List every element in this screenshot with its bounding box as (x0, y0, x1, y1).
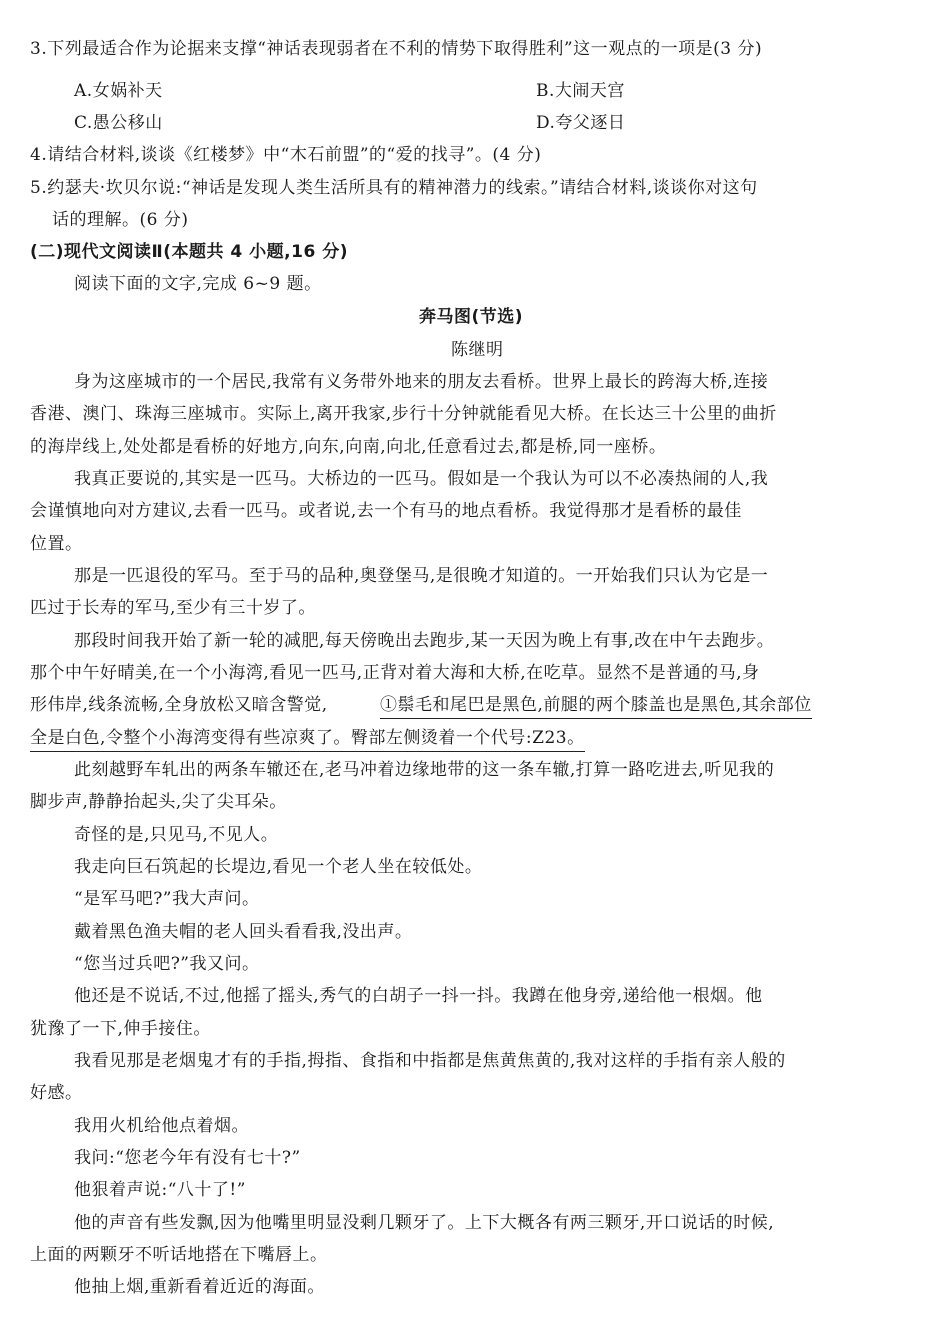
article-line: 的海岸线上,处处都是看桥的好地方,向东,向南,向北,任意看过去,都是桥,同一座桥。 (30, 437, 667, 457)
article-line: 会谨慎地向对方建议,去看一匹马。或者说,去一个有马的地点看桥。我觉得那才是看桥的最佳 (30, 501, 742, 521)
article-line: “是军马吧?”我大声问。 (74, 889, 260, 909)
option-c: C.愚公移山 (74, 113, 163, 133)
section-instruction: 阅读下面的文字,完成 6~9 题。 (74, 274, 322, 294)
article-line: 那段时间我开始了新一轮的减肥,每天傍晚出去跑步,某一天因为晚上有事,改在中午去跑步。 (74, 631, 775, 651)
question-4: 4.请结合材料,谈谈《红楼梦》中“木石前盟”的“爱的找寻”。(4 分) (30, 145, 542, 165)
article-line: 位置。 (30, 534, 83, 554)
article-line: 身为这座城市的一个居民,我常有义务带外地来的朋友去看桥。世界上最长的跨海大桥,连接 (74, 372, 769, 392)
question-5-line-2: 话的理解。(6 分) (52, 210, 189, 230)
article-line: 我用火机给他点着烟。 (74, 1116, 249, 1136)
article-line: 我走向巨石筑起的长堤边,看见一个老人坐在较低处。 (74, 857, 483, 877)
article-line: 奇怪的是,只见马,不见人。 (74, 825, 279, 845)
section-heading: (二)现代文阅读Ⅱ(本题共 4 小题,16 分) (30, 242, 348, 262)
article-line: 那个中午好晴美,在一个小海湾,看见一匹马,正背对着大海和大桥,在吃草。显然不是普通的马,身 (30, 663, 760, 683)
article-line: “您当过兵吧?”我又问。 (74, 954, 260, 974)
article-line: 他抽上烟,重新看着近近的海面。 (74, 1277, 325, 1297)
article-line: 戴着黑色渔夫帽的老人回头看看我,没出声。 (74, 922, 413, 942)
article-author: 陈继明 (451, 340, 504, 360)
article-line: 犹豫了一下,伸手接住。 (30, 1019, 211, 1039)
article-line: 他狠着声说:“八十了!” (74, 1180, 246, 1200)
option-b: B.大闹天宫 (536, 81, 625, 101)
article-line: 他还是不说话,不过,他摇了摇头,秀气的白胡子一抖一抖。我蹲在他身旁,递给他一根烟。他 (74, 986, 763, 1006)
article-line: 此刻越野车轧出的两条车辙还在,老马冲着边缘地带的这一条车辙,打算一路吃进去,听见我的 (74, 760, 775, 780)
option-a: A.女娲补天 (74, 81, 163, 101)
article-line: 我问:“您老今年有没有七十?” (74, 1148, 301, 1168)
article-line: 脚步声,静静抬起头,尖了尖耳朵。 (30, 792, 287, 812)
option-d: D.夸父逐日 (536, 113, 626, 133)
article-title: 奔马图(节选) (419, 307, 524, 327)
article-line: 我真正要说的,其实是一匹马。大桥边的一匹马。假如是一个我认为可以不必凑热闹的人,我 (74, 469, 769, 489)
article-line: 香港、澳门、珠海三座城市。实际上,离开我家,步行十分钟就能看见大桥。在长达三十公里的曲折 (30, 404, 777, 424)
question-3: 3.下列最适合作为论据来支撑“神话表现弱者在不利的情势下取得胜利”这一观点的一项是(3 分) (30, 39, 763, 59)
article-line: 形伟岸,线条流畅,全身放松又暗含警觉, (30, 695, 328, 715)
question-5-line-1: 5.约瑟夫·坎贝尔说:“神话是发现人类生活所具有的精神潜力的线索。”请结合材料,谈谈你对这句 (30, 178, 758, 198)
article-line: 匹过于长寿的军马,至少有三十岁了。 (30, 598, 316, 618)
underlined-sentence-1-cont: 全是白色,令整个小海湾变得有些凉爽了。臀部左侧烫着一个代号:Z23。 (30, 727, 585, 752)
article-line: 我看见那是老烟鬼才有的手指,拇指、食指和中指都是焦黄焦黄的,我对这样的手指有亲人般的 (74, 1051, 786, 1071)
article-line: 他的声音有些发飘,因为他嘴里明显没剩几颗牙了。上下大概各有两三颗牙,开口说话的时候, (74, 1213, 775, 1233)
article-line: 上面的两颗牙不听话地搭在下嘴唇上。 (30, 1245, 328, 1265)
article-line: 那是一匹退役的军马。至于马的品种,奥登堡马,是很晚才知道的。一开始我们只认为它是一 (74, 566, 769, 586)
underlined-sentence-1: ①鬃毛和尾巴是黑色,前腿的两个膝盖也是黑色,其余部位 (380, 694, 812, 719)
article-line: 好感。 (30, 1083, 83, 1103)
